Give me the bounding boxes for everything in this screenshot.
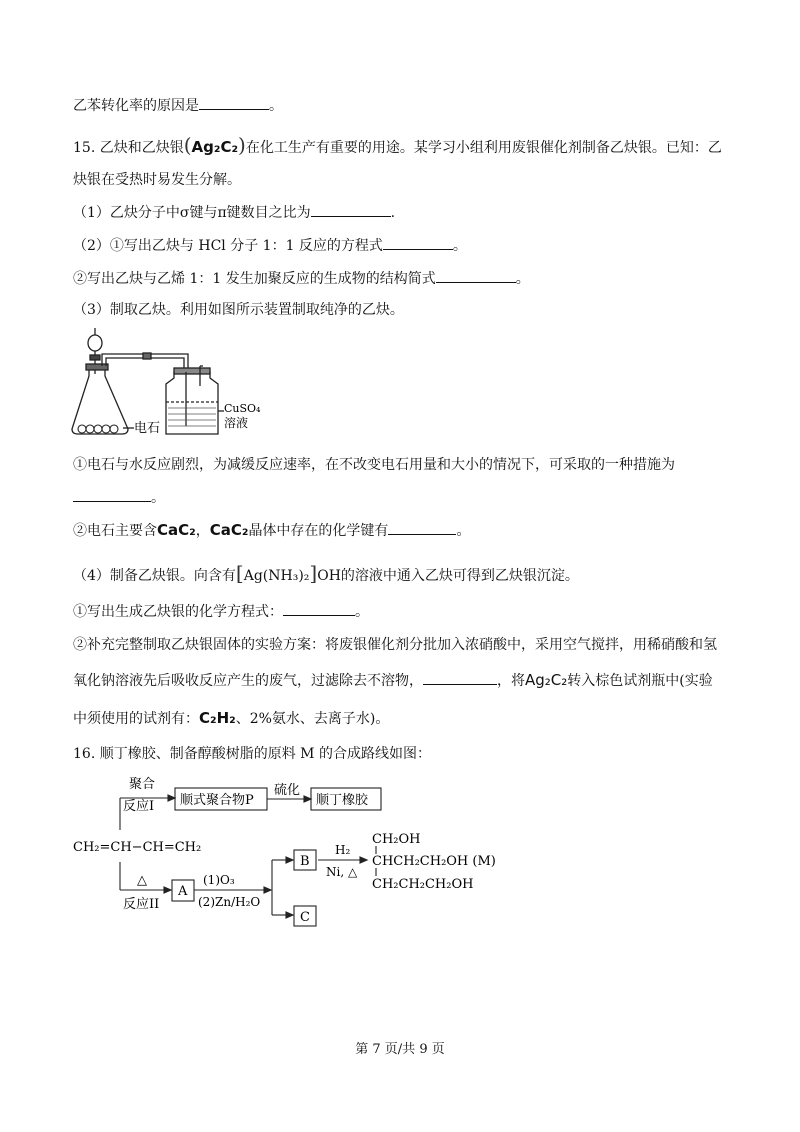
svg-text:CH₂OH: CH₂OH: [372, 832, 421, 847]
question-15-line-1: 15. 乙炔和乙炔银(Ag₂C₂)在化工生产有重要的用途。某学习小组利用废银催化剂制备乙炔银。已知：乙: [73, 133, 722, 157]
part-1: （1）乙炔分子中σ键与π键数目之比为 .: [73, 202, 395, 223]
svg-text:反应II: 反应II: [123, 897, 160, 912]
part-3b: ②电石主要含CaC₂，CaC₂晶体中存在的化学键有 。: [73, 521, 471, 539]
formula-ag2c2: Ag₂C₂: [191, 138, 239, 156]
svg-text:(1)O₃: (1)O₃: [203, 873, 235, 887]
text-line-1: 乙苯转化率的原因是 。: [73, 95, 283, 116]
svg-text:C: C: [300, 910, 310, 925]
svg-text:硫化: 硫化: [274, 783, 301, 798]
answer-blank[interactable]: [436, 268, 516, 283]
part-2b: ②写出乙炔与乙烯 1：1 发生加聚反应的生成物的结构简式 。: [73, 268, 530, 289]
butadiene-formula: CH₂=CH−CH=CH₂: [73, 840, 202, 855]
part-3: （3）制取乙炔。利用如图所示装置制取纯净的乙炔。: [73, 302, 404, 318]
answer-blank[interactable]: [73, 487, 151, 502]
page-footer: 第 7 页/共 9 页: [355, 1042, 445, 1057]
svg-text:(2)Zn/H₂O: (2)Zn/H₂O: [198, 895, 261, 909]
svg-text:B: B: [300, 854, 310, 869]
svg-text:A: A: [178, 884, 188, 899]
part-4b: ②补充完整制取乙炔银固体的实验方案：将废银催化剂分批加入浓硝酸中，采用空气搅拌，用稀硝酸和氢: [73, 637, 717, 653]
answer-blank[interactable]: [423, 670, 497, 685]
washing-bottle: [166, 372, 218, 434]
answer-blank[interactable]: [383, 235, 453, 250]
stopcock: [90, 355, 100, 360]
svg-text:聚合: 聚合: [129, 777, 156, 792]
part-4: （4）制备乙炔银。向含有[Ag(NH₃)₂]OH的溶液中通入乙炔可得到乙炔银沉淀。: [73, 561, 579, 585]
label-cuso4: CuSO₄: [224, 402, 261, 415]
svg-text:Ni, △: Ni, △: [326, 865, 358, 879]
question-16: 16. 顺丁橡胶、制备醇酸树脂的原料 M 的合成路线如图：: [73, 746, 431, 762]
answer-blank[interactable]: [199, 95, 269, 110]
product-m: CHCH₂CH₂OH (M): [372, 854, 496, 869]
part-2: （2）①写出乙炔与 HCl 分子 1：1 反应的方程式 。: [73, 235, 467, 256]
part-3a: ①电石与水反应剧烈，为减缓反应速率，在不改变电石用量和大小的情况下，可采取的一种措施为: [73, 457, 675, 473]
svg-text:CH₂CH₂CH₂OH: CH₂CH₂CH₂OH: [372, 877, 474, 892]
part-4d: 中须使用的试剂有：C₂H₂、2%氨水、去离子水)。: [73, 709, 390, 727]
conical-flask: [72, 366, 128, 434]
answer-blank[interactable]: [311, 202, 391, 217]
funnel-bulb: [88, 335, 102, 351]
svg-text:顺式聚合物P: 顺式聚合物P: [180, 793, 254, 808]
svg-text:△: △: [137, 873, 147, 888]
part-3a-blank-line: 。: [73, 487, 165, 508]
answer-blank[interactable]: [283, 601, 355, 616]
label-solution: 溶液: [224, 416, 249, 430]
svg-text:顺丁橡胶: 顺丁橡胶: [316, 793, 369, 808]
label-calcium-carbide: 电石: [134, 421, 161, 436]
answer-blank[interactable]: [388, 520, 456, 535]
svg-text:反应I: 反应I: [123, 799, 155, 814]
rubber-stopper: [86, 364, 108, 370]
part-4c: 氧化钠溶液先后吸收反应产生的废气，过滤除去不溶物， ，将Ag₂C₂转入棕色试剂瓶中(实验: [73, 671, 713, 689]
acetylene-apparatus-diagram: [68, 326, 268, 441]
synthesis-route-diagram: [0, 770, 800, 940]
svg-text:H₂: H₂: [335, 843, 351, 857]
part-4a: ①写出生成乙炔银的化学方程式： 。: [73, 601, 369, 622]
question-15-line-2: 炔银在受热时易发生分解。: [73, 172, 241, 188]
